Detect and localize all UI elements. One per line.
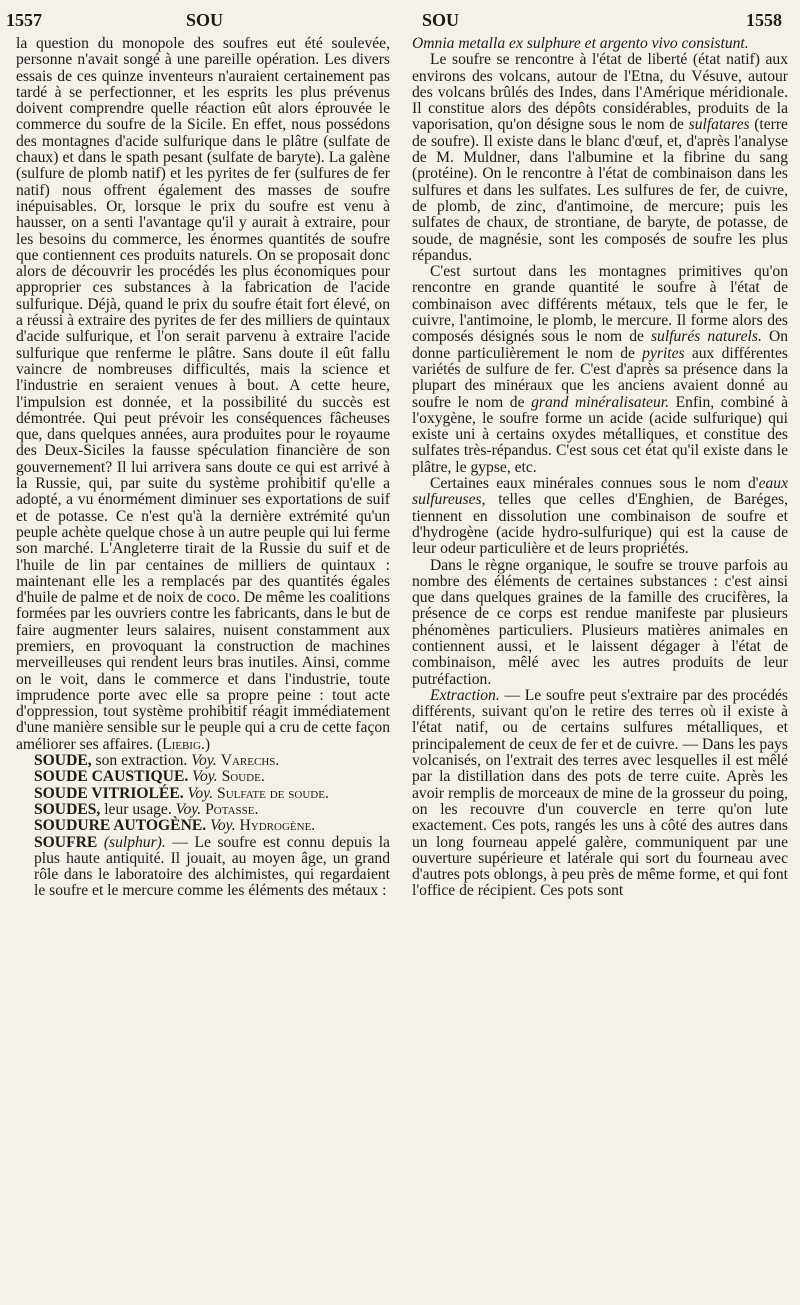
entry-term: SOUFRE — [34, 833, 98, 851]
left-running-head: SOU — [186, 10, 224, 30]
cross-reference: Varechs. — [220, 752, 280, 770]
cross-reference: Hydrogène. — [239, 817, 316, 835]
entry-soufre: SOUFRE (sulphur). — Le soufre est connu depuis la plus haute antiquité. Il jouait, au moyen âge, un grand rôle dans le laboratoire des alchimistes, qui regardaient le soufre et le mercure comme les éléments des métaux : — [34, 833, 390, 900]
paragraph-organic-kingdom: Dans le règne organique, le soufre se trouve parfois au nombre des éléments de certaines substances : c'est ainsi que dans quelques graines de la famille des crucifères, la présence de ce corps est rendue manifeste par plusieurs phénomènes particuliers. Plusieurs matières animales en contiennent aussi, et le laissent dégager à l'état de combinaison, mêlé avec les autres produits de leur putréfaction. — [412, 556, 788, 688]
entry-soude-caustique: SOUDE CAUSTIQUE. Voy. Soude. — [34, 768, 265, 786]
section-heading: Extraction. — [430, 686, 500, 704]
continued-paragraph: la question du monopole des soufres eut été soulevée, personne n'avait songé à une pareille opération. Les divers essais de ces quinze inventeurs n'auraient certainement pas tardé à se perfectionner, et les esprits les plus prévenus doivent comprendre quelle réaction eût alors éprouvée le commerce du soufre de la Sicile. En effet, nous possédons des montagnes d'acide sulfurique dans le plâtre (sulfate de chaux) et dans le spath pesant (sulfate de baryte). La galène (sulfure de plomb natif) et les pyrites de fer (sulfures de fer natif) nous offrent également des masses de soufre inépuisables. Or, lorsque le prix du soufre est venu à hausser, on a senti l'avantage qu'il y aurait à extraire, pour les besoins du commerce, les énormes quantités de soufre que contiennent ces produits naturels. On se proposait donc alors de découvrir les procédés les plus économiques pour approprier ces substances à la fabrication de l'acide sulfurique. Déjà, quand le prix du soufre était fort élevé, on a réussi à extraire des pyrites de fer des milliers de quintaux d'acide sulfurique, et l'on serait parvenu à extraire l'acide sulfurique que renferme le plâtre. Sans doute il eût fallu vaincre de nombreuses difficultés, mais la science et l'industrie en seraient venues à bout. A cette heure, l'impulsion est donnée, et la possibilité du succès est démontrée. Qui peut prévoir les conséquences fâcheuses que, dans quelques années, aura produites pour le royaume des Deux-Siciles la fausse spéculation financière de son gouvernement? Il lui arrivera sans doute ce qui est arrivé à la Russie, qui, par suite du système prohibitif qu'elle a adopté, a vu énormément diminuer ses exportations de suif et de potasse. Ce n'est qu'à la dernière extrémité qu'un peuple achète quelque chose à un autre peuple qui lui ferme son marché. L'Angleterre tirait de la Russie du suif et de l'huile de lin par centaines de milliers de quintaux : maintenant elle les a remplacés par des quantités égales d'huile de palme et de noix de coco. De même les coalitions formées par les ouvriers contre les fabricants, dans le but de faire augmenter leurs salaires, nuisent constamment aux premiers, en provoquant la construction de machines merveilleuses qui rendent leurs bras inutiles. Ainsi, comme on le voit, dans le commerce et dans l'industrie, toute imprudence porte avec elle sa propre peine : tout acte d'oppression, tout système prohibitif réagit immédiatement d'une manière sensible sur le peuple qui a cru de cette façon améliorer ses affaires. (Liebig.) — [16, 35, 390, 753]
right-column — [412, 36, 788, 900]
entry-term: SOUDE CAUSTIQUE. — [34, 768, 189, 786]
entry-soudure-autogene: SOUDURE AUTOGÈNE. Voy. Hydrogène. — [34, 817, 316, 835]
right-running-head: SOU — [422, 10, 460, 30]
paragraph-extraction: Extraction. — Le soufre peut s'extraire par des procédés différents, suivant qu'on le retire des terres où il existe à l'état natif, ou de certains sulfures métalliques, et principalement de ceux de fer et de cuivre. — Dans les pays volcanisés, on l'extrait des terres avec lesquelles il est mêlé par la distillation dans des pots de terre cuite. Après les avoir remplis de morceaux de mine de la grosseur du poing, on les recouvre d'un couvercle en terre qu'on lute exactement. Ces pots, rangés les uns à côté des autres dans un long fourneau appelé galère, communiquent par une ouverture supérieure et latérale qui sort du fourneau avec d'autres pots oblongs, à peu près de même forme, et qui font l'office de récipient. Ces pots sont — [412, 686, 789, 900]
paragraph-mineral-waters: Certaines eaux minérales connues sous le nom d'eaux sulfureuses, telles que celles d'Enghien, de Baréges, tiennent en dissolution une combinaison de soufre et d'hydrogène (acide hydro-sulfurique) qui est la cause de leur odeur particulière et de leurs propriétés. — [412, 475, 788, 558]
left-page-number: 1557 — [6, 10, 42, 30]
citation: (Liebig.) — [156, 735, 211, 753]
left-column — [16, 36, 390, 900]
right-page-number: 1558 — [746, 10, 782, 30]
right-page-header — [410, 6, 800, 32]
cross-reference: Potasse. — [205, 800, 259, 818]
cross-reference: Soude. — [221, 768, 265, 786]
entry-term: SOUDES, — [34, 800, 101, 818]
entry-term: SOUDURE AUTOGÈNE. — [34, 817, 207, 835]
entry-term: SOUDE, — [34, 752, 92, 770]
paragraph-natural-state: Le soufre se rencontre à l'état de liberté (état natif) aux environs des volcans, autour de l'Etna, du Vésuve, autour des volcans brûlés des Indes, dans l'Amérique méridionale. Il constitue alors des dépôts considérables, produits de la vaporisation, qu'on désigne sous le nom de sulfatares (terre de soufre). Il existe dans le blanc d'œuf, et, d'après l'analyse de M. Muldner, dans l'albumine et la fibrine du sang (protéine). On le rencontre à l'état de combinaison dans les sulfures et dans les sulfates. Les sulfures de fer, de cuivre, de plomb, de zinc, d'antimoine, de mercure; puis les sulfates de chaux, de strontiane, de baryte, de potasse, de soude, de magnésie, sont les composés de soufre les plus répandus. — [412, 51, 788, 264]
latin-quote: Omnia metalla ex sulphure et argento vivo consistunt. — [412, 35, 749, 52]
entry-soude: SOUDE, son extraction. Voy. Varechs. — [34, 752, 280, 770]
entry-soude-vitriolee: SOUDE VITRIOLÉE. Voy. Sulfate de soude. — [34, 784, 329, 802]
paragraph-primitive-mountains: C'est surtout dans les montagnes primitives qu'on rencontre en grande quantité le soufre à l'état de combinaison avec différents métaux, tels que le fer, le cuivre, l'antimoine, le plomb, le mercure. Il forme alors des composés désignés sous le nom de sulfurés naturels. On donne particulièrement le nom de pyrites aux différentes variétés de sulfure de fer. C'est d'après sa présence dans la plupart des minéraux que les anciens avaient donné au soufre le nom de grand minéralisateur. Enfin, combiné à l'oxygène, le soufre forme un acide (acide sulfurique) qui existe uni à certains oxydes métalliques, et constitue des sulfates très-répandus. C'est sous cet état qu'il existe dans le plâtre, le gypse, etc. — [412, 263, 789, 476]
entry-soudes: SOUDES, leur usage. Voy. Potasse. — [34, 800, 259, 818]
cross-reference: Sulfate de soude. — [217, 784, 329, 802]
left-page-header — [0, 6, 390, 32]
entry-term: SOUDE VITRIOLÉE. — [34, 784, 184, 802]
